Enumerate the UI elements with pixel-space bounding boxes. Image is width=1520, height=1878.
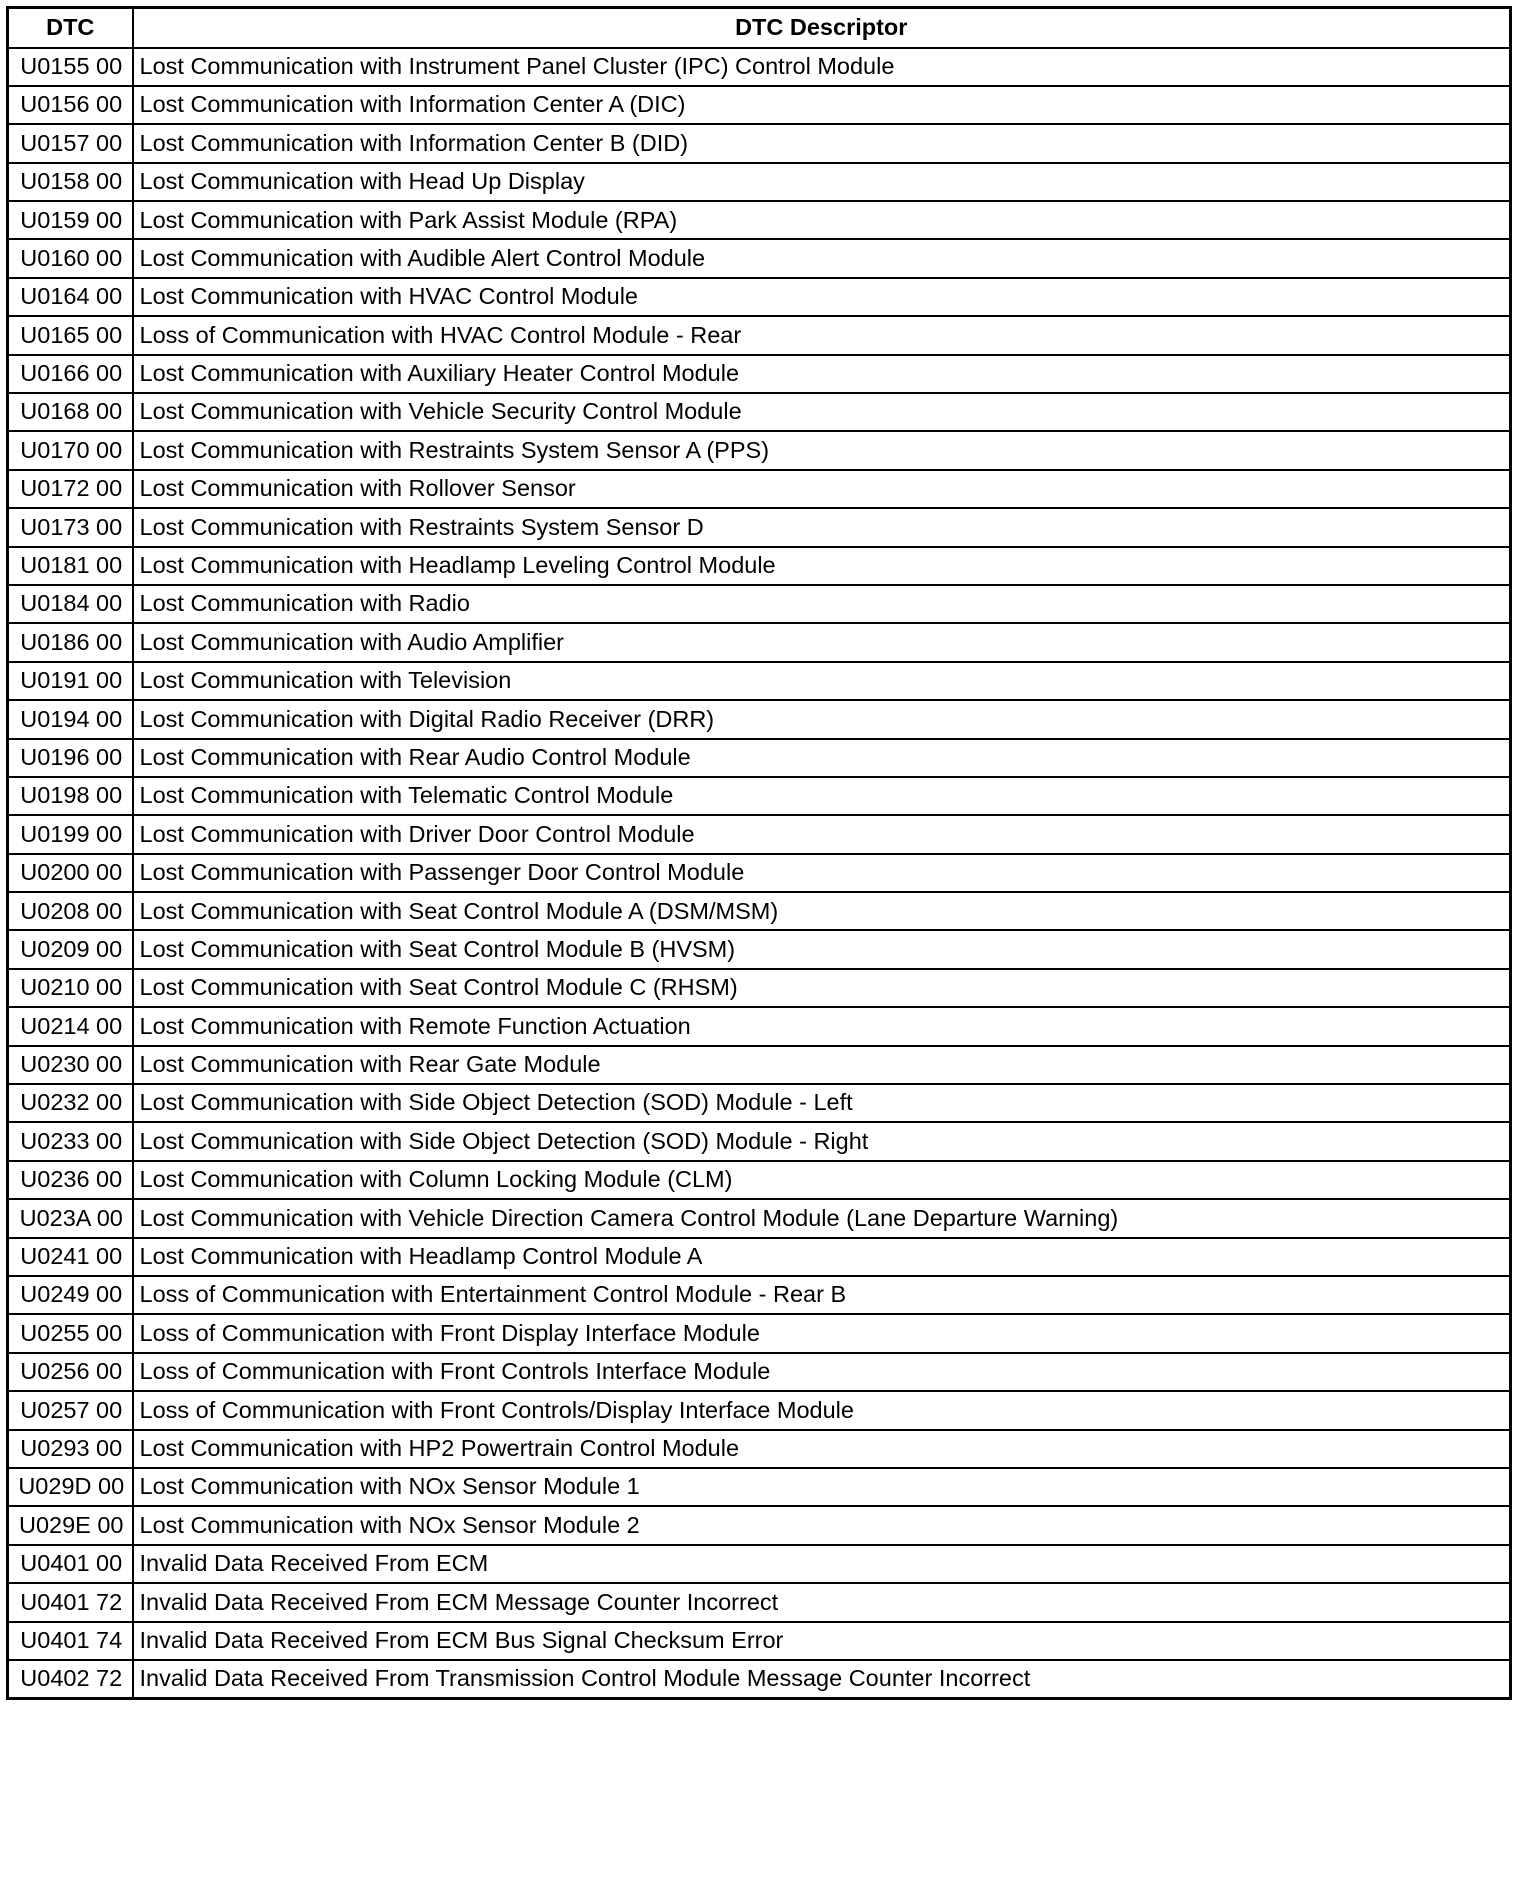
dtc-descriptor-cell: Lost Communication with HP2 Powertrain Control Module (133, 1430, 1511, 1468)
dtc-code-cell: U0233 00 (8, 1122, 133, 1160)
dtc-descriptor-cell: Lost Communication with Remote Function Actuation (133, 1007, 1511, 1045)
dtc-descriptor-cell: Lost Communication with Seat Control Module C (RHSM) (133, 969, 1511, 1007)
table-row (8, 1583, 1511, 1621)
dtc-code-cell: U0158 00 (8, 163, 133, 201)
dtc-descriptor-cell: Lost Communication with Driver Door Control Module (133, 815, 1511, 853)
dtc-descriptor-cell: Loss of Communication with Front Controls Interface Module (133, 1353, 1511, 1391)
table-row (8, 431, 1511, 469)
dtc-code-cell: U0257 00 (8, 1391, 133, 1429)
dtc-code-cell: U0249 00 (8, 1276, 133, 1314)
dtc-table (6, 6, 1512, 1700)
dtc-descriptor-cell: Lost Communication with Column Locking Module (CLM) (133, 1161, 1511, 1199)
dtc-code-cell: U029D 00 (8, 1468, 133, 1506)
dtc-code-cell: U0159 00 (8, 201, 133, 239)
dtc-code-cell: U0401 74 (8, 1622, 133, 1660)
dtc-code-cell: U023A 00 (8, 1199, 133, 1237)
table-row (8, 815, 1511, 853)
table-row (8, 1353, 1511, 1391)
table-row (8, 1199, 1511, 1237)
dtc-descriptor-cell: Lost Communication with Head Up Display (133, 163, 1511, 201)
table-row (8, 1622, 1511, 1660)
dtc-code-cell: U0172 00 (8, 470, 133, 508)
table-row (8, 892, 1511, 930)
table-row (8, 969, 1511, 1007)
header-dtc: DTC (8, 8, 133, 48)
dtc-descriptor-cell: Lost Communication with Radio (133, 585, 1511, 623)
table-row (8, 1506, 1511, 1544)
dtc-descriptor-cell: Lost Communication with Seat Control Module B (HVSM) (133, 930, 1511, 968)
dtc-code-cell: U0402 72 (8, 1660, 133, 1698)
dtc-descriptor-cell: Lost Communication with Audio Amplifier (133, 623, 1511, 661)
dtc-descriptor-cell: Lost Communication with Audible Alert Control Module (133, 239, 1511, 277)
dtc-code-cell: U0209 00 (8, 930, 133, 968)
table-row (8, 662, 1511, 700)
dtc-code-cell: U0200 00 (8, 854, 133, 892)
dtc-descriptor-cell: Lost Communication with Headlamp Control Module A (133, 1238, 1511, 1276)
table-row (8, 1430, 1511, 1468)
table-body (8, 48, 1511, 1699)
dtc-code-cell: U0196 00 (8, 739, 133, 777)
dtc-code-cell: U0156 00 (8, 86, 133, 124)
table-row (8, 777, 1511, 815)
dtc-code-cell: U0214 00 (8, 1007, 133, 1045)
dtc-code-cell: U0160 00 (8, 239, 133, 277)
dtc-descriptor-cell: Lost Communication with NOx Sensor Module 2 (133, 1506, 1511, 1544)
dtc-code-cell: U0155 00 (8, 48, 133, 86)
dtc-code-cell: U0157 00 (8, 124, 133, 162)
dtc-code-cell: U0208 00 (8, 892, 133, 930)
dtc-descriptor-cell: Lost Communication with Auxiliary Heater Control Module (133, 355, 1511, 393)
table-row (8, 1238, 1511, 1276)
table-row (8, 1007, 1511, 1045)
dtc-code-cell: U0256 00 (8, 1353, 133, 1391)
dtc-code-cell: U0255 00 (8, 1314, 133, 1352)
dtc-descriptor-cell: Lost Communication with Seat Control Module A (DSM/MSM) (133, 892, 1511, 930)
table-row (8, 585, 1511, 623)
table-row (8, 1391, 1511, 1429)
dtc-code-cell: U0199 00 (8, 815, 133, 853)
table-row (8, 1468, 1511, 1506)
dtc-descriptor-cell: Lost Communication with Digital Radio Receiver (DRR) (133, 700, 1511, 738)
dtc-descriptor-cell: Lost Communication with Vehicle Security Control Module (133, 393, 1511, 431)
dtc-descriptor-cell: Lost Communication with Restraints System Sensor D (133, 508, 1511, 546)
table-row (8, 470, 1511, 508)
table-row (8, 700, 1511, 738)
dtc-code-cell: U0166 00 (8, 355, 133, 393)
dtc-descriptor-cell: Lost Communication with Information Center B (DID) (133, 124, 1511, 162)
table-row (8, 739, 1511, 777)
dtc-descriptor-cell: Lost Communication with Side Object Detection (SOD) Module - Right (133, 1122, 1511, 1160)
dtc-code-cell: U0164 00 (8, 278, 133, 316)
dtc-code-cell: U0168 00 (8, 393, 133, 431)
dtc-descriptor-cell: Lost Communication with Rollover Sensor (133, 470, 1511, 508)
dtc-code-cell: U0198 00 (8, 777, 133, 815)
dtc-descriptor-cell: Lost Communication with Park Assist Module (RPA) (133, 201, 1511, 239)
dtc-descriptor-cell: Lost Communication with NOx Sensor Module 1 (133, 1468, 1511, 1506)
dtc-descriptor-cell: Lost Communication with Instrument Panel Cluster (IPC) Control Module (133, 48, 1511, 86)
dtc-descriptor-cell: Invalid Data Received From Transmission Control Module Message Counter Incorrect (133, 1660, 1511, 1698)
dtc-code-cell: U0165 00 (8, 316, 133, 354)
table-row (8, 1161, 1511, 1199)
table-row (8, 1545, 1511, 1583)
dtc-code-cell: U0241 00 (8, 1238, 133, 1276)
table-row (8, 930, 1511, 968)
dtc-code-cell: U0170 00 (8, 431, 133, 469)
table-row (8, 1046, 1511, 1084)
dtc-code-cell: U0230 00 (8, 1046, 133, 1084)
dtc-code-cell: U0186 00 (8, 623, 133, 661)
dtc-descriptor-cell: Invalid Data Received From ECM (133, 1545, 1511, 1583)
dtc-code-cell: U0181 00 (8, 547, 133, 585)
header-dtc-descriptor: DTC Descriptor (133, 8, 1511, 48)
dtc-descriptor-cell: Lost Communication with HVAC Control Module (133, 278, 1511, 316)
dtc-code-cell: U0210 00 (8, 969, 133, 1007)
dtc-code-cell: U0401 72 (8, 1583, 133, 1621)
dtc-descriptor-cell: Lost Communication with Side Object Detection (SOD) Module - Left (133, 1084, 1511, 1122)
dtc-descriptor-cell: Lost Communication with Television (133, 662, 1511, 700)
dtc-descriptor-cell: Lost Communication with Passenger Door Control Module (133, 854, 1511, 892)
table-row (8, 1660, 1511, 1698)
table-row (8, 278, 1511, 316)
dtc-descriptor-cell: Invalid Data Received From ECM Bus Signal Checksum Error (133, 1622, 1511, 1660)
table-row (8, 86, 1511, 124)
dtc-descriptor-cell: Lost Communication with Information Center A (DIC) (133, 86, 1511, 124)
table-row (8, 393, 1511, 431)
table-header-row (8, 8, 1511, 48)
table-row (8, 623, 1511, 661)
dtc-descriptor-cell: Lost Communication with Headlamp Leveling Control Module (133, 547, 1511, 585)
dtc-descriptor-cell: Invalid Data Received From ECM Message Counter Incorrect (133, 1583, 1511, 1621)
dtc-descriptor-cell: Loss of Communication with HVAC Control Module - Rear (133, 316, 1511, 354)
table-row (8, 201, 1511, 239)
dtc-descriptor-cell: Loss of Communication with Entertainment Control Module - Rear B (133, 1276, 1511, 1314)
table-row (8, 1276, 1511, 1314)
table-row (8, 239, 1511, 277)
table-row (8, 1314, 1511, 1352)
dtc-code-cell: U0173 00 (8, 508, 133, 546)
table-row (8, 1122, 1511, 1160)
table-row (8, 48, 1511, 86)
dtc-descriptor-cell: Loss of Communication with Front Display Interface Module (133, 1314, 1511, 1352)
dtc-descriptor-cell: Lost Communication with Rear Audio Control Module (133, 739, 1511, 777)
dtc-code-cell: U0184 00 (8, 585, 133, 623)
dtc-code-cell: U0232 00 (8, 1084, 133, 1122)
dtc-descriptor-cell: Lost Communication with Rear Gate Module (133, 1046, 1511, 1084)
dtc-descriptor-cell: Lost Communication with Vehicle Direction Camera Control Module (Lane Departure Warning) (133, 1199, 1511, 1237)
table-row (8, 508, 1511, 546)
dtc-code-cell: U0401 00 (8, 1545, 133, 1583)
dtc-descriptor-cell: Lost Communication with Telematic Control Module (133, 777, 1511, 815)
table-row (8, 547, 1511, 585)
table-row (8, 355, 1511, 393)
table-row (8, 1084, 1511, 1122)
table-row (8, 163, 1511, 201)
dtc-code-cell: U029E 00 (8, 1506, 133, 1544)
table-row (8, 124, 1511, 162)
dtc-code-cell: U0293 00 (8, 1430, 133, 1468)
dtc-descriptor-cell: Loss of Communication with Front Controls/Display Interface Module (133, 1391, 1511, 1429)
dtc-code-cell: U0194 00 (8, 700, 133, 738)
table-row (8, 316, 1511, 354)
dtc-descriptor-cell: Lost Communication with Restraints System Sensor A (PPS) (133, 431, 1511, 469)
dtc-code-cell: U0191 00 (8, 662, 133, 700)
table-row (8, 854, 1511, 892)
dtc-code-cell: U0236 00 (8, 1161, 133, 1199)
